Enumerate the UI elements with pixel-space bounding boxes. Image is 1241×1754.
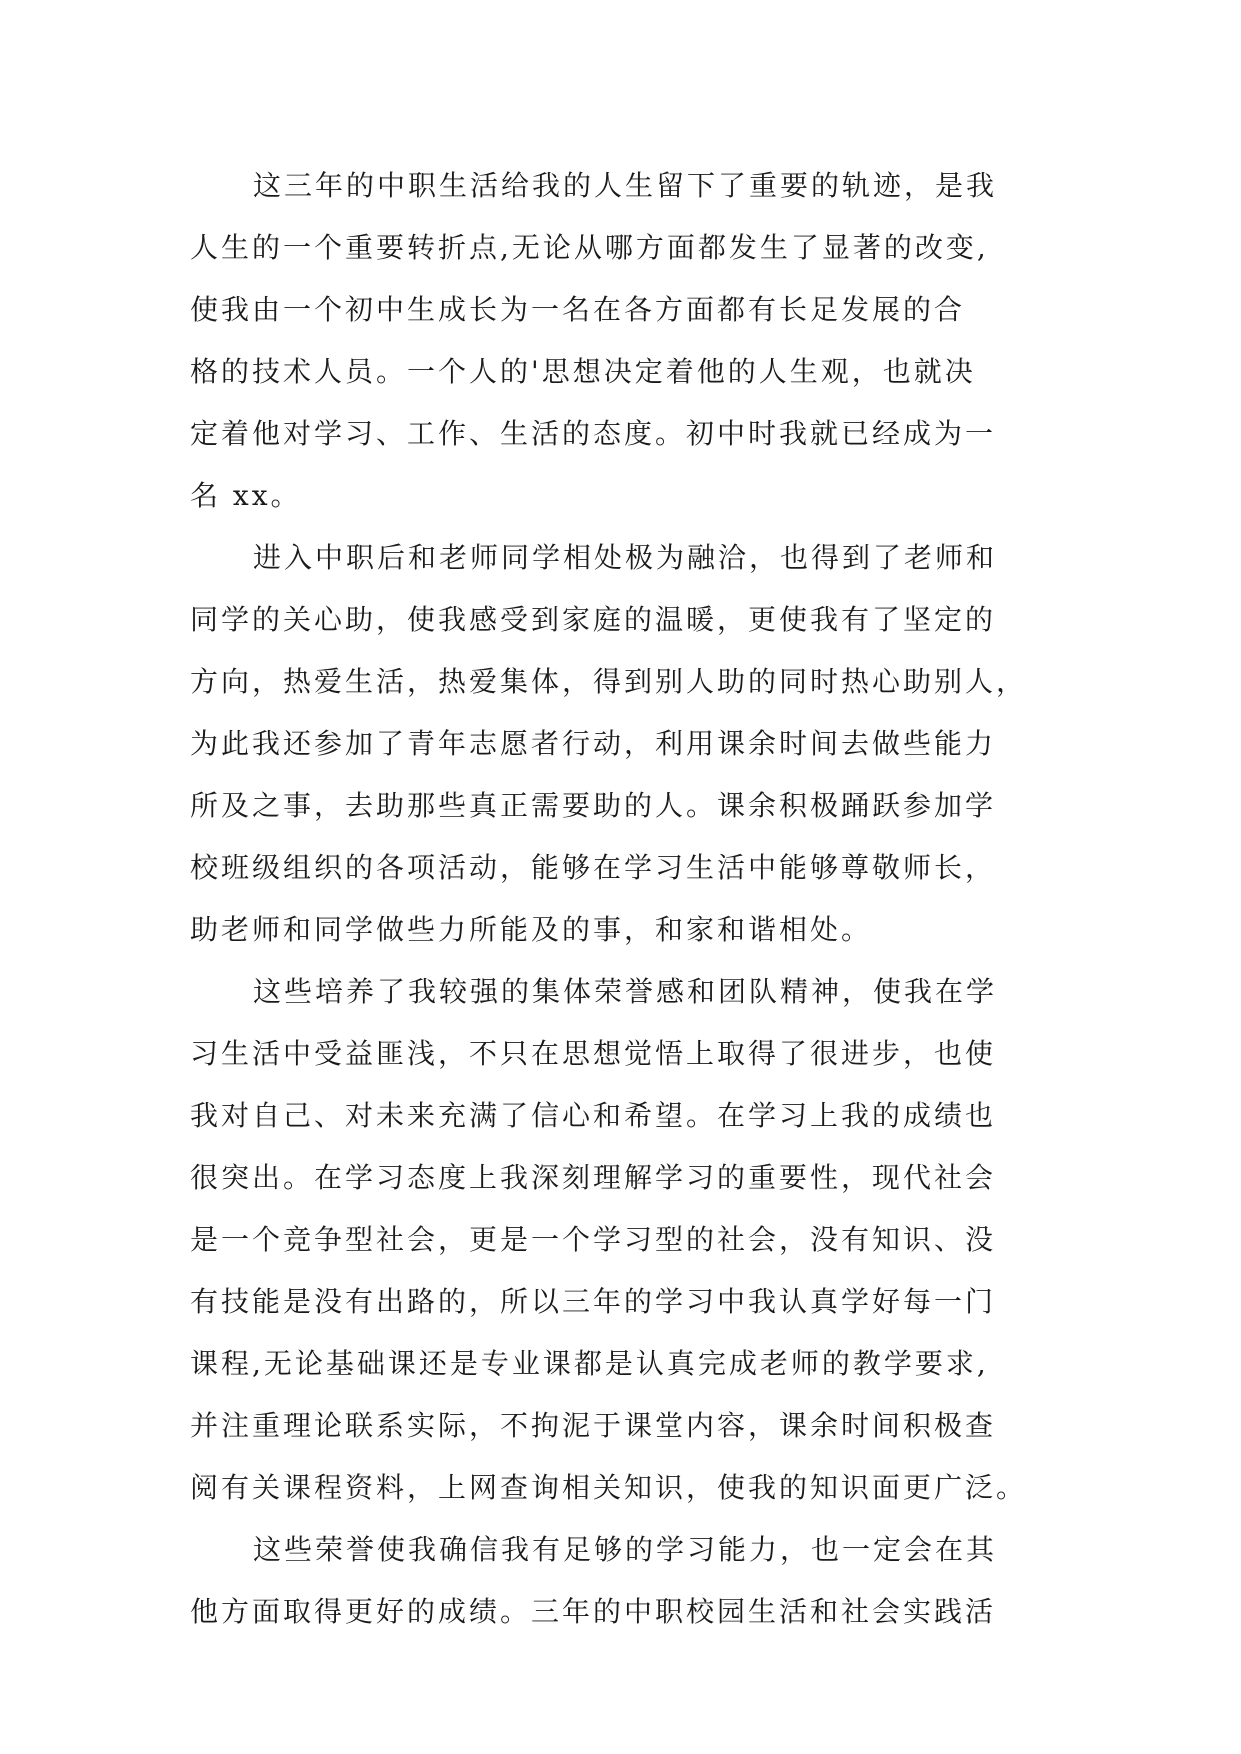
text-line: 他方面取得更好的成绩。三年的中职校园生活和社会实践活 [190, 1595, 997, 1628]
text-line: 我对自己、对未来充满了信心和希望。在学习上我的成绩也 [190, 1099, 997, 1132]
text-line: 使我由一个初中生成长为一名在各方面都有长足发展的合 [190, 293, 966, 326]
text-line: 助老师和同学做些力所能及的事，和家和谐相处。 [190, 913, 873, 946]
text-line: 校班级组织的各项活动，能够在学习生活中能够尊敬师长， [190, 851, 997, 884]
text-line: 这些培养了我较强的集体荣誉感和团队精神，使我在学 [253, 975, 998, 1008]
text-line: 是一个竞争型社会，更是一个学习型的社会，没有知识、没 [190, 1223, 997, 1256]
paragraph-4 [190, 1519, 1090, 1643]
text-line: 很突出。在学习态度上我深刻理解学习的重要性，现代社会 [190, 1161, 997, 1194]
text-line: 为此我还参加了青年志愿者行动，利用课余时间去做些能力 [190, 727, 997, 760]
text-line: 方向，热爱生活，热爱集体，得到别人助的同时热心助别人， [190, 665, 1028, 698]
text-line: 格的技术人员。一个人的'思想决定着他的人生观，也就决 [190, 355, 976, 388]
paragraph-2 [190, 527, 1090, 961]
text-line: 定着他对学习、工作、生活的态度。初中时我就已经成为一 [190, 417, 997, 450]
text-line: 所及之事，去助那些真正需要助的人。课余积极踊跃参加学 [190, 789, 997, 822]
document-body [190, 155, 1090, 1643]
text-line: 人生的一个重要转折点,无论从哪方面都发生了显著的改变, [190, 231, 989, 264]
text-line: 习生活中受益匪浅，不只在思想觉悟上取得了很进步，也使 [190, 1037, 997, 1070]
text-line: 这三年的中职生活给我的人生留下了重要的轨迹，是我 [253, 169, 998, 202]
text-line: 同学的关心助，使我感受到家庭的温暖，更使我有了坚定的 [190, 603, 997, 636]
text-line: 这些荣誉使我确信我有足够的学习能力，也一定会在其 [253, 1533, 998, 1566]
text-line: 课程,无论基础课还是专业课都是认真完成老师的教学要求, [190, 1347, 989, 1380]
text-line: 阅有关课程资料，上网查询相关知识，使我的知识面更广泛。 [190, 1471, 1028, 1504]
text-line: 有技能是没有出路的，所以三年的学习中我认真学好每一门 [190, 1285, 997, 1318]
paragraph-1 [190, 155, 1090, 527]
text-line: 并注重理论联系实际，不拘泥于课堂内容，课余时间积极查 [190, 1409, 997, 1442]
text-line: 名 xx。 [190, 479, 302, 512]
text-line: 进入中职后和老师同学相处极为融洽，也得到了老师和 [253, 541, 998, 574]
paragraph-3 [190, 961, 1090, 1519]
